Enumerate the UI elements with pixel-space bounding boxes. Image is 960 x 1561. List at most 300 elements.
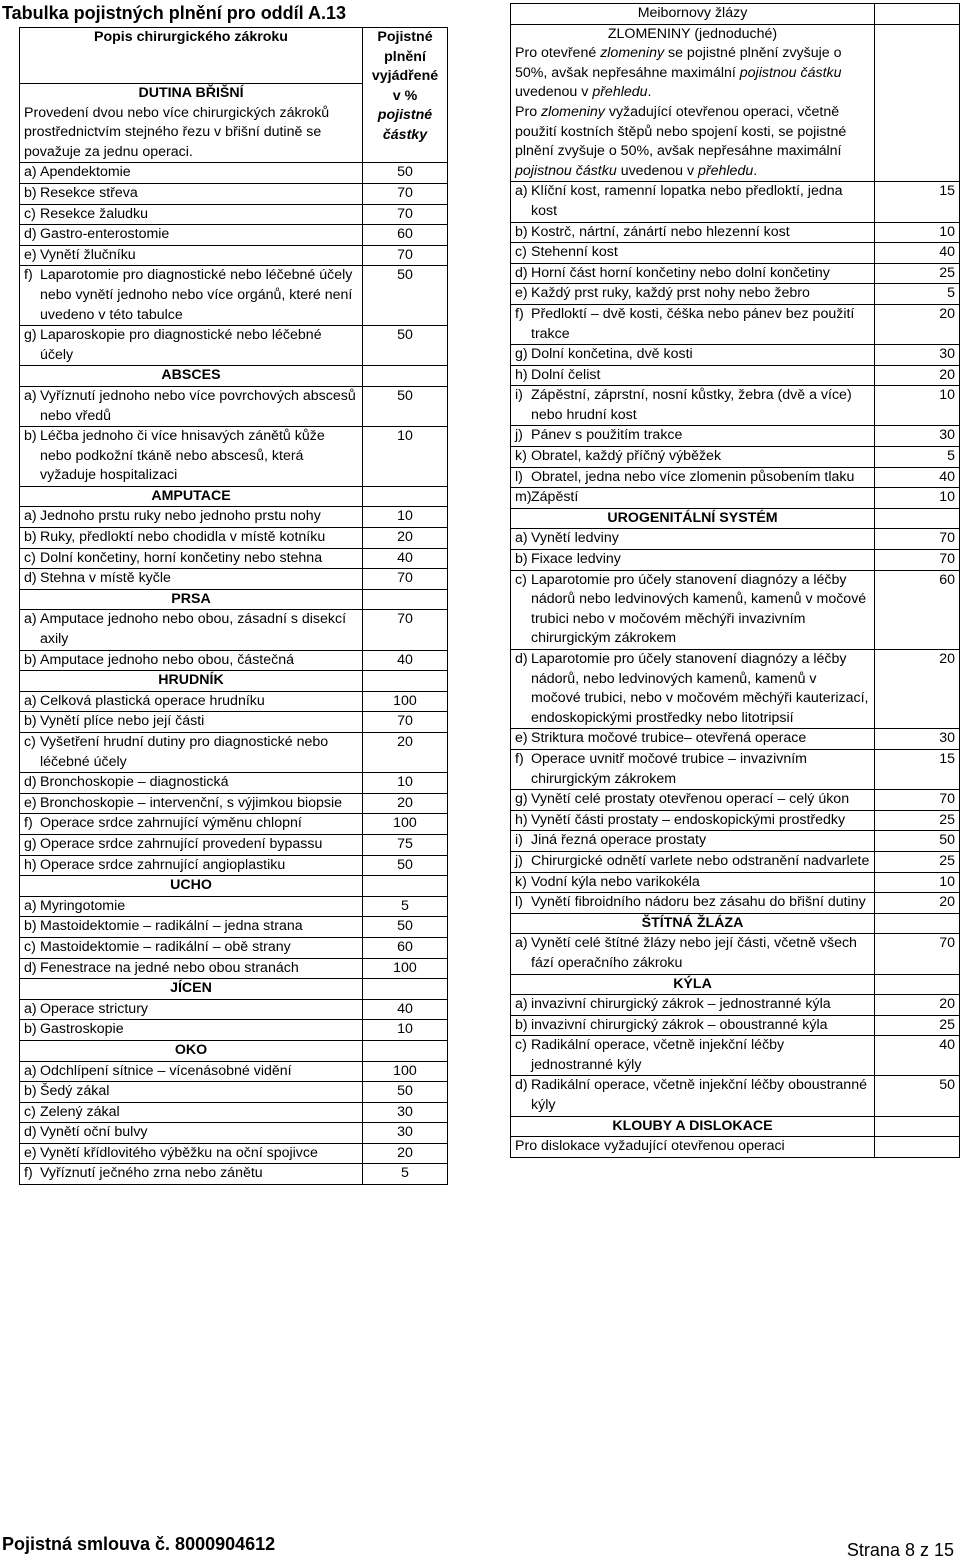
benefit-percent: 20: [875, 650, 960, 729]
header-value: Pojistné plnění vyjádřené v % pojistné částky: [363, 28, 448, 163]
benefit-percent: 20: [363, 793, 448, 814]
table-row: [20, 896, 448, 917]
procedure-cell: [511, 243, 875, 264]
procedure-cell: [511, 893, 875, 914]
item-letter: a): [515, 530, 528, 547]
procedure-name: Laparotomie pro účely stanovení diagnózy a léčby nádorů, nebo ledvinových kamenů, kamenů v močové trubici, nebo v močovém měchýři kauterizací, endoskopickými prostředky nebo litotripsií: [531, 651, 869, 726]
item-letter: g): [24, 327, 37, 344]
zlomeniny-paragraph-1: Pro otevřené zlomeniny se pojistné plnění zvyšuje o 50%, avšak nepřesáhne maximální pojistnou částku uvedenou v přehledu.: [515, 45, 842, 101]
procedure-name: Šedý zákal: [40, 1083, 110, 1100]
item-letter: c): [24, 734, 36, 750]
procedure-name: Bronchoskopie – diagnostická: [40, 774, 229, 791]
table-row: [511, 488, 960, 509]
item-letter: l): [515, 894, 523, 911]
item-letter: c): [24, 549, 36, 566]
procedure-name: Mastoidektomie – radikální – jedna strana: [40, 918, 303, 935]
procedure-cell: [511, 650, 875, 729]
page-title: Tabulka pojistných plnění pro oddíl A.13: [2, 3, 347, 23]
table-row: [20, 386, 448, 426]
header-description: Popis chirurgického zákroku: [20, 28, 363, 84]
procedure-cell: [511, 365, 875, 386]
item-letter: c): [24, 938, 36, 955]
table-row: [511, 365, 960, 386]
item-letter: b): [24, 1021, 37, 1038]
benefit-percent: 75: [363, 834, 448, 855]
procedure-cell: [511, 447, 875, 468]
procedure-cell: [511, 934, 875, 974]
procedure-name: Vynětí celé prostaty otevřenou operací – celý úkon: [531, 791, 850, 808]
item-letter: k): [515, 448, 527, 465]
item-letter: d): [515, 651, 528, 667]
procedure-name: Amputace jednoho nebo obou, zásadní s disekcí axily: [40, 611, 347, 648]
item-letter: b): [24, 184, 37, 201]
item-letter: a): [24, 692, 37, 709]
benefit-percent: 20: [875, 304, 960, 344]
benefit-percent: 10: [875, 386, 960, 426]
section-header-row: [20, 671, 448, 692]
item-letter: c): [515, 571, 527, 588]
benefit-percent: 50: [363, 163, 448, 184]
item-letter: a): [24, 508, 37, 525]
procedure-name: Dolní končetina, dvě kosti: [531, 346, 693, 363]
procedure-cell: [20, 937, 363, 958]
benefit-percent: 40: [875, 467, 960, 488]
procedure-cell: [20, 1123, 363, 1144]
table-row: [511, 570, 960, 649]
procedure-name: Vynětí oční bulvy: [40, 1124, 148, 1141]
section-title: ŠTÍTNÁ ŽLÁZA: [511, 913, 875, 934]
item-letter: l): [515, 468, 523, 485]
item-letter: d): [515, 264, 528, 281]
benefit-percent: 25: [875, 1015, 960, 1036]
table-row: [511, 729, 960, 750]
procedure-cell: [511, 570, 875, 649]
item-letter: d): [24, 570, 37, 587]
item-letter: b): [24, 428, 37, 445]
table-row: [20, 225, 448, 246]
item-letter: m): [515, 489, 532, 506]
benefit-percent: 30: [875, 426, 960, 447]
procedure-name: Bronchoskopie – intervenční, s výjimkou biopsie: [40, 794, 343, 811]
item-letter: e): [24, 1144, 37, 1161]
benefit-percent: 70: [363, 569, 448, 590]
procedure-cell: [20, 610, 363, 650]
procedure-name: Laparotomie pro účely stanovení diagnózy a léčby nádorů nebo ledvinových kamenů, kamenů v močové trubici nebo v močovém měchýři invazivním chirurgickým zákrokem: [531, 571, 867, 647]
section-title-zlomeniny: ZLOMENINY (jednoduché): [607, 25, 778, 42]
procedure-name: Vyříznutí jednoho nebo více povrchových abscesů nebo vředů: [40, 387, 356, 424]
procedure-cell: [511, 831, 875, 852]
procedure-cell: [511, 790, 875, 811]
item-letter: h): [515, 366, 528, 383]
procedure-cell: [511, 872, 875, 893]
procedure-cell: [511, 810, 875, 831]
table-row: [511, 304, 960, 344]
procedure-name: Chirurgické odnětí varlete nebo odstranění nadvarlete: [531, 852, 870, 869]
procedure-cell: [511, 426, 875, 447]
procedure-name: Vodní kýla nebo varikokéla: [531, 873, 700, 890]
table-row: [20, 610, 448, 650]
procedure-name: Pánev s použitím trakce: [531, 427, 683, 444]
benefit-percent: 70: [875, 790, 960, 811]
benefit-percent: 20: [363, 733, 448, 773]
section-header-row: [20, 486, 448, 507]
benefit-percent: 10: [363, 1020, 448, 1041]
procedure-name: Operace srdce zahrnující provedení bypassu: [40, 835, 323, 852]
benefit-percent: 10: [363, 427, 448, 487]
procedure-cell: [20, 225, 363, 246]
benefit-percent: 30: [875, 729, 960, 750]
item-letter: h): [515, 811, 528, 828]
table-row: [20, 183, 448, 204]
benefit-percent: 15: [875, 182, 960, 222]
top-label: Meibornovy žlázy: [511, 4, 875, 25]
procedure-cell: [20, 569, 363, 590]
procedure-name: Laparotomie pro diagnostické nebo léčebné účely nebo vynětí jednoho nebo více orgánů, které není uvedeno v této tabulce: [40, 267, 353, 323]
table-row: [20, 1020, 448, 1041]
procedure-cell: [511, 1036, 875, 1076]
table-row: [20, 773, 448, 794]
table-row: [20, 793, 448, 814]
item-letter: b): [24, 713, 37, 730]
procedure-cell: [511, 488, 875, 509]
benefit-percent: 10: [363, 773, 448, 794]
procedure-cell: [511, 1076, 875, 1116]
procedure-cell: [20, 386, 363, 426]
table-row: [511, 893, 960, 914]
section-title: KLOUBY A DISLOKACE: [511, 1116, 875, 1137]
benefit-percent: 50: [875, 831, 960, 852]
benefit-percent: 5: [875, 447, 960, 468]
item-letter: b): [24, 529, 37, 546]
procedure-name: Vynětí celé štítné žlázy nebo její části, včetně všech fází operačního zákroku: [531, 935, 857, 971]
procedure-name: Operace uvnitř močové trubice – invazivním chirurgickým zákrokem: [531, 750, 807, 787]
section-header-row: [511, 508, 960, 529]
procedure-name: Vynětí ledviny: [531, 530, 619, 547]
procedure-name: Vynětí křídlovitého výběžku na oční spojivce: [40, 1144, 318, 1161]
item-letter: j): [515, 852, 523, 869]
procedure-name: invazivní chirurgický zákrok – oboustranné kýla: [531, 1016, 828, 1033]
table-row: [20, 245, 448, 266]
procedure-cell: [20, 1143, 363, 1164]
procedure-cell: [511, 304, 875, 344]
benefit-percent: 20: [875, 995, 960, 1016]
table-row: [511, 995, 960, 1016]
procedure-cell: [20, 650, 363, 671]
benefit-percent: 10: [875, 872, 960, 893]
benefit-percent: 5: [363, 896, 448, 917]
table-row: [20, 326, 448, 366]
item-letter: e): [24, 246, 37, 263]
procedure-name: Jiná řezná operace prostaty: [531, 832, 707, 849]
table-row: [20, 855, 448, 876]
table-row: [20, 1061, 448, 1082]
benefit-percent: 10: [875, 488, 960, 509]
benefit-percent: 50: [875, 1076, 960, 1116]
section-title: OKO: [20, 1040, 363, 1061]
item-letter: a): [24, 164, 37, 181]
procedure-name: Vynětí plíce nebo její části: [40, 713, 205, 730]
section-header-row: [20, 366, 448, 387]
section-header-row: [511, 974, 960, 995]
procedure-name: Stehna v místě kyčle: [40, 570, 171, 587]
benefit-percent: 40: [875, 1036, 960, 1076]
procedure-name: Léčba jednoho či více hnisavých zánětů kůže nebo podkožní tkáně nebo abscesů, která vyžaduje hospitalizaci: [40, 428, 325, 484]
intro-cell: [20, 84, 363, 163]
procedure-cell: [20, 1061, 363, 1082]
table-row: [511, 1076, 960, 1116]
table-row: [20, 937, 448, 958]
procedure-cell: [511, 1015, 875, 1036]
section-title: PRSA: [20, 589, 363, 610]
procedure-cell: [20, 793, 363, 814]
table-row: [20, 548, 448, 569]
table-row: [20, 958, 448, 979]
item-letter: j): [515, 427, 523, 444]
procedure-cell: [20, 204, 363, 225]
procedure-name: Laparoskopie pro diagnostické nebo léčebné účely: [40, 327, 322, 363]
table-row: [511, 284, 960, 305]
benefit-percent: 40: [363, 548, 448, 569]
procedure-name: Vyříznutí ječného zrna nebo zánětu: [40, 1165, 263, 1182]
left-benefits-table: [19, 27, 448, 1185]
benefit-percent: 100: [363, 691, 448, 712]
benefit-percent: 20: [363, 1143, 448, 1164]
benefit-percent: 25: [875, 810, 960, 831]
section-title: AMPUTACE: [20, 486, 363, 507]
benefit-percent: 5: [363, 1164, 448, 1185]
item-letter: a): [24, 1062, 37, 1079]
table-row: [20, 691, 448, 712]
procedure-cell: [20, 1102, 363, 1123]
item-letter: c): [515, 244, 527, 261]
item-letter: e): [515, 730, 528, 747]
procedure-name: Zelený zákal: [40, 1103, 120, 1120]
benefit-percent: 50: [363, 1082, 448, 1103]
section-title: UCHO: [20, 876, 363, 897]
table-row: [20, 1164, 448, 1185]
zlomeniny-intro-row: [511, 24, 960, 182]
table-row: [20, 733, 448, 773]
procedure-name: Klíční kost, ramenní lopatka nebo předloktí, jedna kost: [531, 183, 843, 219]
procedure-cell: [20, 773, 363, 794]
procedure-cell: [20, 896, 363, 917]
item-letter: g): [515, 346, 528, 363]
item-letter: d): [24, 959, 37, 976]
table-row: [511, 650, 960, 729]
item-letter: e): [515, 285, 528, 302]
table-row: [20, 999, 448, 1020]
procedure-name: Striktura močové trubice– otevřená operace: [531, 730, 807, 747]
section-header-row: [20, 876, 448, 897]
item-letter: g): [515, 791, 528, 808]
item-letter: f): [24, 267, 33, 284]
table-row: [511, 934, 960, 974]
procedure-name: Vynětí fibroidního nádoru bez zásahu do břišní dutiny: [531, 894, 866, 911]
item-letter: b): [24, 1083, 37, 1100]
benefit-percent: 15: [875, 749, 960, 789]
benefit-percent: 20: [363, 528, 448, 549]
procedure-name: Resekce žaludku: [40, 205, 149, 222]
procedure-cell: [20, 163, 363, 184]
table-row: [511, 851, 960, 872]
benefit-percent: 100: [363, 814, 448, 835]
table-row: [20, 814, 448, 835]
item-letter: a): [515, 183, 528, 200]
benefit-percent: 70: [875, 550, 960, 571]
item-letter: f): [24, 815, 33, 832]
procedure-cell: [20, 326, 363, 366]
item-letter: d): [24, 774, 37, 791]
procedure-name: Vynětí části prostaty – endoskopickými prostředky: [531, 811, 846, 828]
procedure-name: Gastro-enterostomie: [40, 226, 170, 243]
section-title: KÝLA: [511, 974, 875, 995]
table-row: [511, 1036, 960, 1076]
table-row: [20, 917, 448, 938]
procedure-name: Odchlípení sítnice – vícenásobné vidění: [40, 1062, 292, 1079]
item-letter: b): [515, 1016, 528, 1033]
procedure-cell: [511, 749, 875, 789]
procedure-name: Předloktí – dvě kosti, čéška nebo pánev bez použití trakce: [531, 305, 855, 342]
table-row: [511, 550, 960, 571]
item-letter: i): [515, 832, 523, 849]
procedure-name: Dolní čelist: [531, 366, 601, 383]
procedure-cell: [20, 548, 363, 569]
zlomeniny-paragraph-2: Pro zlomeniny vyžadující otevřenou operaci, včetně použití kostních štěpů nebo spojení kosti, se pojistné plnění zvyšuje o 50%, avšak nepřesáhne maximální pojistnou částku uvedenou v přehledu.: [515, 103, 847, 179]
benefit-percent: 5: [875, 284, 960, 305]
procedure-cell: [511, 467, 875, 488]
table-row: [511, 182, 960, 222]
benefit-percent: 70: [875, 934, 960, 974]
procedure-cell: [511, 182, 875, 222]
procedure-name: Vynětí žlučníku: [40, 246, 136, 263]
item-letter: c): [515, 1037, 527, 1054]
item-letter: b): [515, 223, 528, 240]
note-text: Pro dislokace vyžadující otevřenou operaci: [511, 1137, 875, 1158]
procedure-cell: [20, 917, 363, 938]
table-row: [20, 163, 448, 184]
benefit-percent: 30: [875, 345, 960, 366]
item-letter: b): [24, 651, 37, 668]
procedure-cell: [20, 1164, 363, 1185]
procedure-name: Resekce střeva: [40, 184, 138, 201]
procedure-name: Mastoidektomie – radikální – obě strany: [40, 938, 291, 955]
top-label-row: [511, 4, 960, 25]
benefit-percent: 20: [875, 893, 960, 914]
procedure-cell: [20, 691, 363, 712]
benefit-percent: 40: [363, 999, 448, 1020]
table-row: [20, 1143, 448, 1164]
benefit-percent: 30: [363, 1102, 448, 1123]
benefit-percent: 40: [363, 650, 448, 671]
table-row: [20, 569, 448, 590]
procedure-name: Celková plastická operace hrudníku: [40, 692, 265, 709]
procedure-cell: [511, 222, 875, 243]
benefit-percent: 70: [363, 183, 448, 204]
procedure-name: Zápěstí: [531, 489, 579, 506]
procedure-cell: [20, 245, 363, 266]
procedure-cell: [20, 855, 363, 876]
item-letter: f): [515, 750, 524, 767]
procedure-cell: [20, 183, 363, 204]
section-title: UROGENITÁLNÍ SYSTÉM: [511, 508, 875, 529]
procedure-cell: [511, 386, 875, 426]
table-row: [511, 222, 960, 243]
table-row: [20, 1082, 448, 1103]
item-letter: a): [24, 897, 37, 914]
procedure-name: invazivní chirurgický zákrok – jednostranné kýla: [531, 996, 831, 1013]
table-row: [20, 712, 448, 733]
benefit-percent: 50: [363, 266, 448, 326]
item-letter: d): [24, 226, 37, 243]
section-header-row: [20, 1040, 448, 1061]
item-letter: c): [24, 1103, 36, 1120]
item-letter: k): [515, 873, 527, 890]
table-row: [20, 507, 448, 528]
procedure-cell: [20, 507, 363, 528]
benefit-percent: 60: [363, 225, 448, 246]
benefit-percent: 70: [363, 204, 448, 225]
procedure-name: Obratel, každý příčný výběžek: [531, 448, 722, 465]
benefit-percent: 70: [363, 245, 448, 266]
section-header-row: [20, 589, 448, 610]
benefit-percent: 25: [875, 263, 960, 284]
benefit-percent: 25: [875, 851, 960, 872]
benefit-percent: 70: [363, 712, 448, 733]
note-row: [511, 1137, 960, 1158]
procedure-name: Operace srdce zahrnující angioplastiku: [40, 856, 286, 873]
benefit-percent: 30: [363, 1123, 448, 1144]
table-row: [20, 1123, 448, 1144]
benefit-percent: 50: [363, 917, 448, 938]
table-row: [20, 266, 448, 326]
item-letter: a): [515, 996, 528, 1013]
procedure-name: Gastroskopie: [40, 1021, 124, 1038]
benefit-percent: 70: [875, 529, 960, 550]
zlomeniny-intro-cell: [511, 24, 875, 182]
procedure-name: Ruky, předloktí nebo chodidla v místě kotníku: [40, 529, 326, 546]
section-header-row: [20, 979, 448, 1000]
table-row: [511, 345, 960, 366]
procedure-name: Jednoho prstu ruky nebo jednoho prstu nohy: [40, 508, 321, 525]
benefit-percent: 40: [875, 243, 960, 264]
procedure-cell: [511, 550, 875, 571]
benefit-percent: 100: [363, 1061, 448, 1082]
procedure-name: Zápěstní, záprstní, nosní kůstky, žebra (dvě a více) nebo hrudní kost: [531, 387, 852, 423]
procedure-cell: [20, 427, 363, 487]
section-title: ABSCES: [20, 366, 363, 387]
procedure-cell: [511, 995, 875, 1016]
item-letter: b): [24, 918, 37, 935]
table-row: [511, 386, 960, 426]
procedure-name: Myringotomie: [40, 897, 126, 914]
procedure-name: Stehenní kost: [531, 244, 618, 261]
procedure-name: Operace srdce zahrnující výměnu chlopní: [40, 815, 302, 832]
procedure-cell: [511, 529, 875, 550]
item-letter: g): [24, 835, 37, 852]
table-row: [20, 204, 448, 225]
item-letter: d): [515, 1077, 528, 1094]
table-row: [511, 790, 960, 811]
item-letter: a): [24, 387, 37, 404]
item-letter: f): [24, 1165, 33, 1182]
table-row: [511, 426, 960, 447]
table-row: [20, 834, 448, 855]
procedure-name: Fenestrace na jedné nebo obou stranách: [40, 959, 299, 976]
benefit-percent: 70: [363, 610, 448, 650]
procedure-name: Operace strictury: [40, 1000, 149, 1017]
procedure-name: Vyšetření hrudní dutiny pro diagnostické nebo léčebné účely: [40, 734, 329, 770]
procedure-cell: [20, 999, 363, 1020]
